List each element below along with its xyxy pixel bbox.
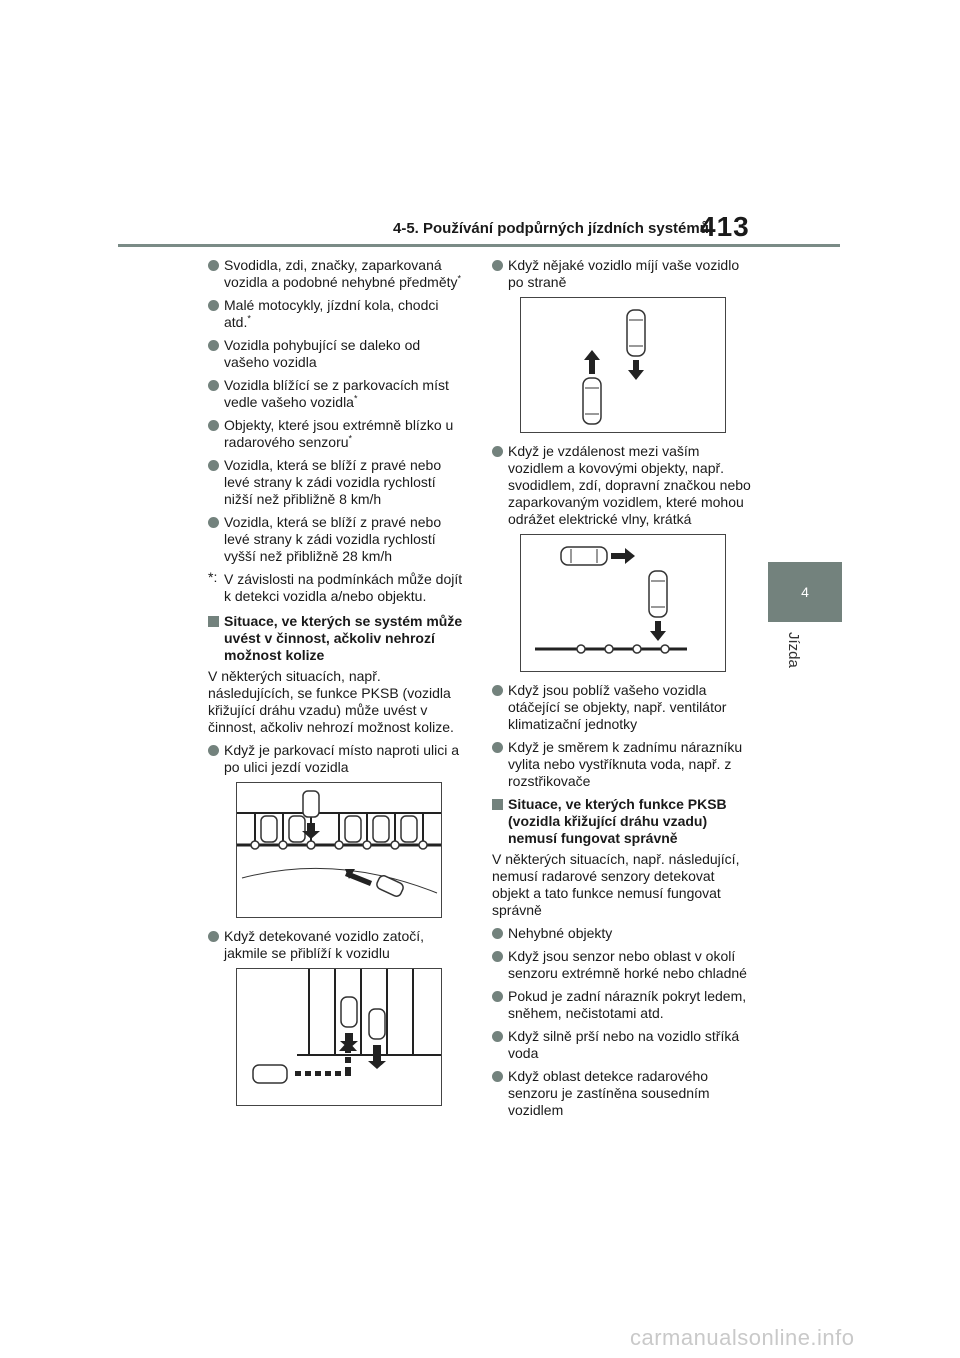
section-heading: Situace, ve kterých funkce PKSB (vozidla křižující dráhu vzadu) nemusí fungovat správně (492, 796, 752, 847)
section-title: 4-5. Používání podpůrných jízdních systémů (393, 220, 709, 237)
right-column (492, 257, 752, 1125)
list-item: Když nějaké vozidlo míjí vaše vozidlo po straně (492, 257, 752, 291)
page-number: 413 (700, 211, 750, 242)
figure-passing-vehicle (520, 297, 726, 433)
list-item: Nehybné objekty (492, 925, 752, 942)
section-heading: Situace, ve kterých se systém může uvést v činnost, ačkoliv nehrozí možnost kolize (208, 613, 466, 664)
list-item: Vozidla blížící se z parkovacích míst vedle vašeho vozidla* (208, 377, 466, 411)
watermark: carmanualsonline.info (630, 1325, 855, 1350)
list-item: Když je vzdálenost mezi vaším vozidlem a kovovými objekty, např. svodidlem, zdí, dopravní značkou nebo zaparkovaným vozidlem, které mohou odrážet elektrické vlny, krátká (492, 443, 752, 528)
list-item: Svodidla, zdi, značky, zaparkovaná vozidla a podobné nehybné předměty* (208, 257, 466, 291)
section-paragraph: V některých situacích, např. následujících, se funkce PKSB (vozidla křižující dráhu vzadu) může uvést v činnost, ačkoliv nehrozí možnost kolize. (208, 668, 454, 735)
list-item: Když je parkovací místo naproti ulici a po ulici jezdí vozidla (208, 742, 466, 776)
footnote: *: V závislosti na podmínkách může dojít k detekci vozidla a/nebo objektu. (208, 569, 463, 604)
figure-metal-objects (520, 534, 726, 672)
chapter-label-wrap (782, 632, 812, 692)
figure-parking-street (236, 782, 442, 918)
chapter-number: 4 (801, 584, 809, 600)
list-item: Když je směrem k zadnímu nárazníku vylita nebo vystříknuta voda, např. z rozstřikovače (492, 739, 752, 790)
figure-turning-vehicle (236, 968, 442, 1106)
list-item: Když detekované vozidlo zatočí, jakmile se přiblíží k vozidlu (208, 928, 466, 962)
section-paragraph: V některých situacích, např. následující, nemusí radarové senzory detekovat objekt a tato funkce nemusí fungovat správně (492, 851, 740, 918)
list-item: Objekty, které jsou extrémně blízko u radarového senzoru* (208, 417, 466, 451)
list-item: Když jsou senzor nebo oblast v okolí senzoru extrémně horké nebo chladné (492, 948, 752, 982)
list-item: Když jsou poblíž vašeho vozidla otáčející se objekty, např. ventilátor klimatizační jednotky (492, 682, 752, 733)
header-divider (118, 244, 840, 247)
chapter-label: Jízda (785, 632, 802, 668)
list-item: Když silně prší nebo na vozidlo stříká voda (492, 1028, 752, 1062)
list-item: Vozidla, která se blíží z pravé nebo levé strany k zádi vozidla rychlostí nižší než přibližně 8 km/h (208, 457, 466, 508)
list-item: Pokud je zadní nárazník pokryt ledem, sněhem, nečistotami atd. (492, 988, 752, 1022)
chapter-tab[interactable] (768, 562, 842, 622)
list-item: Malé motocykly, jízdní kola, chodci atd.* (208, 297, 466, 331)
list-item: Když oblast detekce radarového senzoru je zastíněna sousedním vozidlem (492, 1068, 752, 1119)
left-column (208, 257, 466, 1116)
list-item: Vozidla, která se blíží z pravé nebo levé strany k zádi vozidla rychlostí vyšší než přibližně 28 km/h (208, 514, 466, 565)
list-item: Vozidla pohybující se daleko od vašeho vozidla (208, 337, 466, 371)
